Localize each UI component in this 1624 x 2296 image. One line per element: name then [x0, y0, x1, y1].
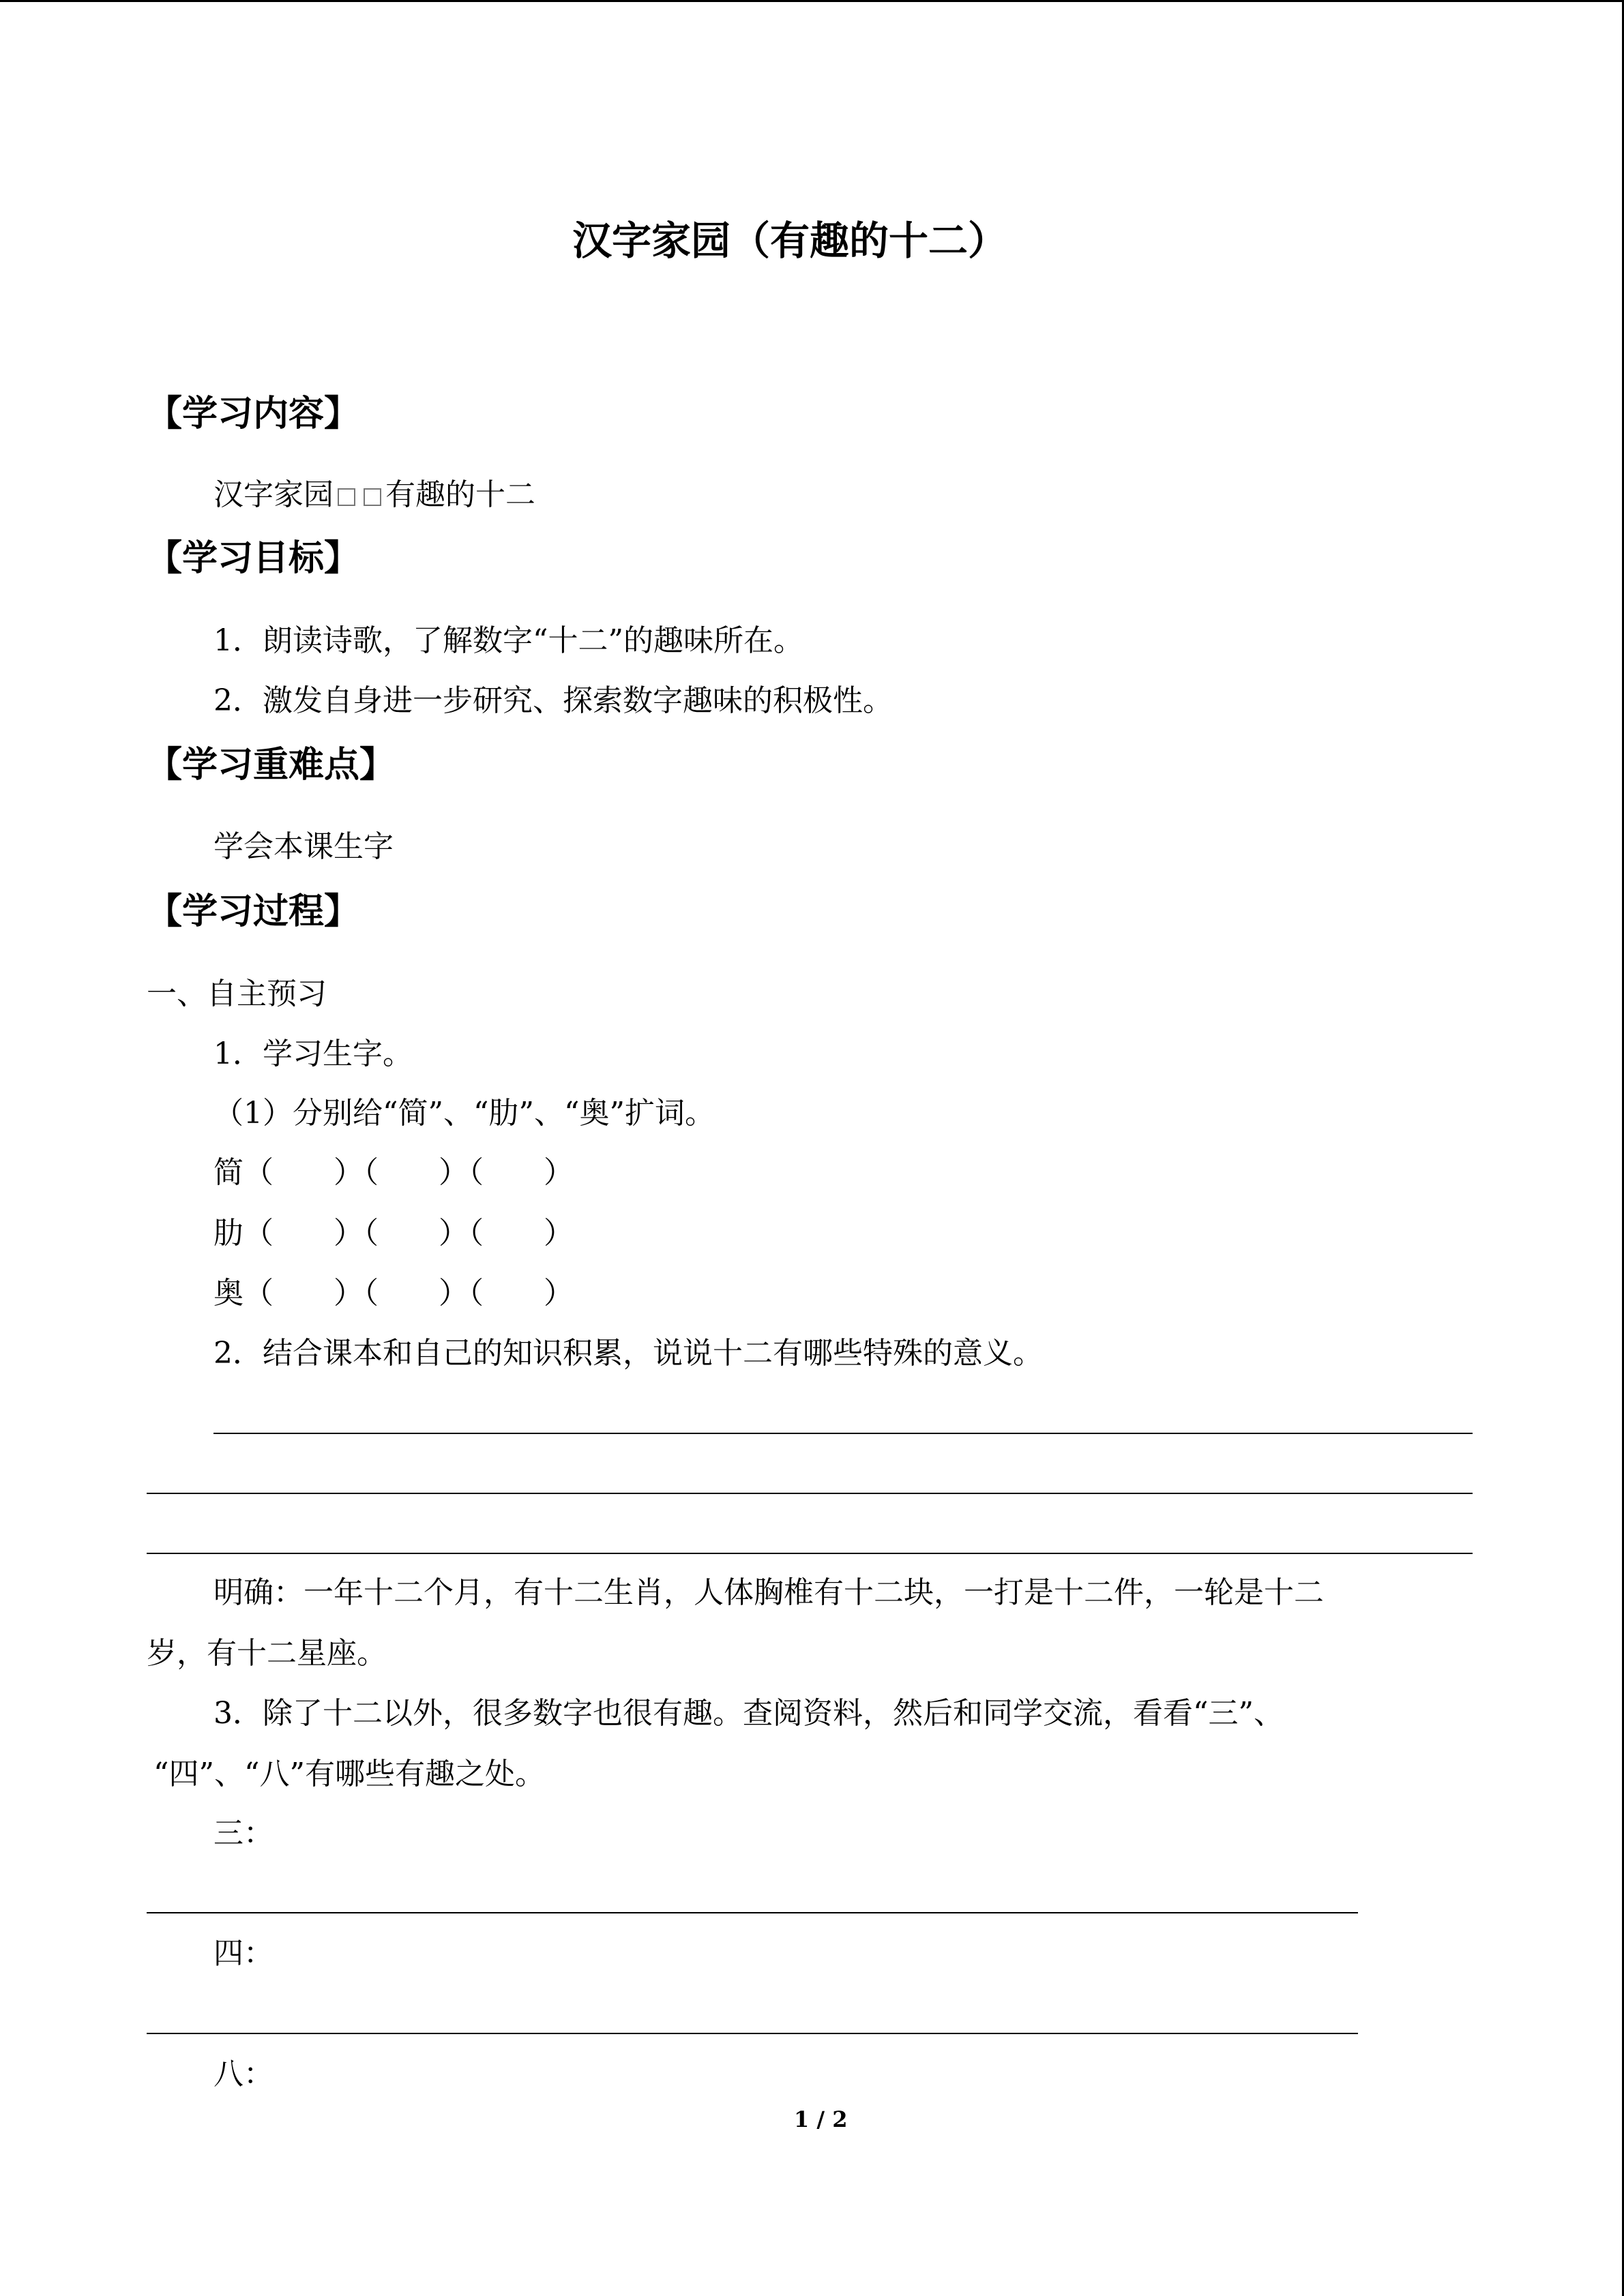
question-3-line-1: 3．除了十二以外，很多数字也很有趣。查阅资料，然后和同学交流，看看“三”、 — [213, 1696, 1284, 1731]
heading-goals: 【学习目标】 — [147, 537, 360, 579]
blank-row-jian: 简（ ）（ ）（ ） — [213, 1155, 574, 1190]
answer-line-si[interactable] — [147, 2033, 1358, 2034]
answer-line-san[interactable] — [147, 1912, 1358, 1913]
key-points-text: 学会本课生字 — [213, 829, 394, 864]
goal-item-1: 1．朗读诗歌，了解数字“十二”的趣味所在。 — [213, 623, 803, 658]
answer-text-line-1: 明确：一年十二个月，有十二生肖，人体胸椎有十二块，一打是十二件，一轮是十二 — [213, 1575, 1324, 1610]
heading-content: 【学习内容】 — [147, 393, 360, 434]
label-san: 三： — [213, 1816, 274, 1851]
question-2: 2．结合课本和自己的知识积累，说说十二有哪些特殊的意义。 — [213, 1336, 1043, 1371]
missing-glyph-box-2 — [364, 488, 381, 506]
page-border-top — [0, 0, 1624, 2]
label-si: 四： — [213, 1936, 274, 1971]
content-text-after: 有趣的十二 — [385, 477, 535, 512]
answer-line-2[interactable] — [147, 1493, 1473, 1494]
question-3-line-2: “四”、“八”有哪些有趣之处。 — [153, 1757, 545, 1791]
content-text — [213, 475, 535, 516]
missing-glyph-box-1 — [338, 488, 355, 506]
part-self-study: 一、自主预习 — [147, 976, 327, 1011]
answer-line-1[interactable] — [213, 1433, 1473, 1434]
question-1-sub: （1）分别给“简”、“肋”、“奥”扩词。 — [213, 1096, 715, 1131]
page-title: 汉字家园（有趣的十二） — [572, 218, 1008, 264]
label-ba: 八： — [213, 2057, 274, 2091]
question-1: 1．学习生字。 — [213, 1037, 413, 1071]
blank-row-ao: 奥（ ）（ ）（ ） — [213, 1276, 574, 1311]
heading-key-points: 【学习重难点】 — [147, 744, 396, 786]
blank-row-lei: 肋（ ）（ ）（ ） — [213, 1216, 574, 1251]
heading-process: 【学习过程】 — [147, 891, 360, 932]
answer-text-line-2: 岁，有十二星座。 — [147, 1636, 387, 1671]
page-number: 1 / 2 — [794, 2106, 848, 2132]
goal-item-2: 2．激发自身进一步研究、探索数字趣味的积极性。 — [213, 683, 893, 718]
content-text-before: 汉字家园 — [213, 477, 334, 512]
answer-line-3[interactable] — [147, 1553, 1473, 1554]
